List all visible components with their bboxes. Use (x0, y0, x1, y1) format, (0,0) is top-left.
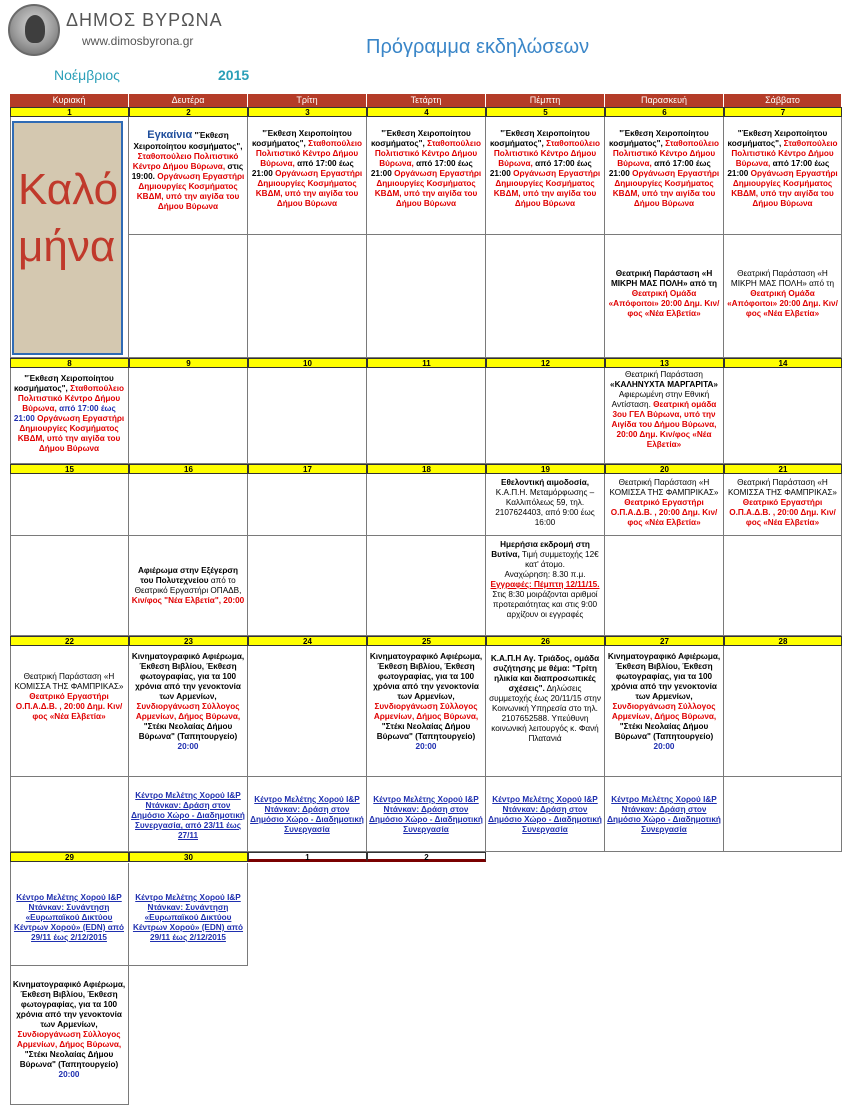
calendar-cell (724, 235, 842, 358)
event-title: Κινηματογραφικό Αφιέρωμα, Έκθεση Βιβλίου, Έκθεση φωτογραφίας, για τα 100 χρόνια από την γενοκτονία των Αρμενίων, (607, 652, 721, 701)
event-title: "Έκθεση Χειροποίητου κοσμήματος", (370, 129, 471, 148)
calendar-cell (605, 235, 724, 358)
event-organizer: Συνδιοργάνωση Σύλλογος Αρμενίων, Δήμος Βύρωνα, (611, 702, 717, 721)
calendar-cell (605, 536, 724, 636)
calendar-cell (605, 474, 724, 536)
event-title: Αφιέρωμα στην Εξέγερση του Πολυτεχνείου (137, 566, 239, 585)
calendar-cell (724, 536, 842, 636)
event-details: κατ' άτομο. (525, 560, 565, 569)
event-title: Θεατρική Παράσταση «Η ΜΙΚΡΗ ΜΑΣ ΠΟΛΗ» από τη (730, 269, 835, 288)
event-title: Ημερήσια εκδρομή στη Βυτίνα, (491, 540, 590, 559)
day-number: 12 (486, 358, 605, 368)
day-number: 21 (724, 464, 842, 474)
calendar-cell (605, 117, 724, 235)
day-number: 1 (248, 852, 367, 862)
logo-url[interactable]: www.dimosbyrona.gr (82, 34, 194, 48)
calendar-cell (129, 235, 248, 358)
event-details: υπό την Αιγίδα του Δήμου Βύρωνα, 20:00 Δημ. Κιν/φος «Νέα Ελβετία» (611, 410, 717, 449)
day-number: 5 (486, 107, 605, 117)
event-title: "Έκθεση Χειροποίητου κοσμήματος", (13, 374, 114, 393)
event-time: 20:00 (58, 1070, 80, 1079)
event-details: Δηλώσεις συμμετοχής έως 20/11/15 στην Κοινωνική Υπηρεσία στο τηλ. 2107652588. Υπεύθυνη κοινωνική λειτουργός κ. Φανή Πλατανιά (489, 684, 601, 743)
calendar-cell (486, 474, 605, 536)
day-number: 25 (367, 636, 486, 646)
calendar-cell (10, 966, 129, 1105)
event-title: Θεατρική Παράσταση «Η ΚΟΜΙΣΣΑ ΤΗΣ ΦΑΜΠΡΙΚΑΣ» (609, 478, 719, 497)
dance-event-link[interactable]: Κέντρο Μελέτης Χορού I&P Ντάνκαν: Δράση στον Δημόσιο Χώρο - Διαδημοτική Συνεργασία (607, 795, 721, 834)
event-time: από 17:00 έως 21:00 (727, 159, 830, 178)
event-details: Κιν/φος "Νέα Ελβετία", 20:00 (131, 596, 245, 605)
dance-event-link[interactable]: Κέντρο Μελέτης Χορού I&P Ντάνκαν: Δράση στον Δημόσιο Χώρο - Διαδημοτική Συνεργασία (369, 795, 483, 834)
event-details: Αφιερωμένη στην Εθνική Αντίσταση. (611, 390, 710, 409)
calendar-cell (248, 777, 367, 852)
event-place: Σταθοπούλειο Πολιτιστικό Κέντρο Δήμου Βύρωνα, (374, 139, 482, 168)
calendar-cell (129, 368, 248, 464)
edn-event-link[interactable]: Κέντρο Μελέτης Χορού I&P Ντάνκαν: Συνάντηση «Ευρωπαϊκού Δικτύου Κέντρων Χορού» (EDN) από 29/11 έως 2/12/2015 (132, 893, 244, 942)
calendar-cell (129, 536, 248, 636)
event-title: Κινηματογραφικό Αφιέρωμα, Έκθεση Βιβλίου, Έκθεση φωτογραφίας, για τα 100 χρόνια από την γενοκτονία των Αρμενίων, (369, 652, 483, 701)
calendar-cell (10, 777, 129, 852)
event-title: Κ.Α.Π.Η Αγ. Τριάδος, ομάδα συζήτησης με θέμα: "Τρίτη ηλικία και διαπροσωπικές σχέσεις". (490, 654, 600, 693)
event-organizer: Οργάνωση Εργαστήρι Δημιουργίες Κοσμήματος ΚΒΔΜ, υπό την αιγίδα του Δήμου Βύρωνα (255, 169, 363, 208)
calendar-cell (724, 474, 842, 536)
day-header-saturday: Σάββατο (724, 94, 842, 107)
day-number: 13 (605, 358, 724, 368)
calendar-cell (248, 368, 367, 464)
dance-event-link[interactable]: Κέντρο Μελέτης Χορού I&P Ντάνκαν: Δράση στον Δημόσιο Χώρο - Διαδημοτική Συνεργασία, από 23/11 έως 27/11 (131, 791, 245, 840)
calendar-cell (248, 474, 367, 536)
month-label: Νοέμβριος (54, 67, 120, 83)
day-header-tuesday: Τρίτη (248, 94, 367, 107)
calendar-cell (486, 536, 605, 636)
calendar-cell (248, 536, 367, 636)
day-number: 9 (129, 358, 248, 368)
calendar-cell (486, 235, 605, 358)
calendar-cell (724, 777, 842, 852)
event-time: Αναχώρηση: 8.30 π.μ. (504, 570, 586, 579)
day-number: 10 (248, 358, 367, 368)
calendar-cell (248, 646, 367, 777)
calendar-cell (724, 117, 842, 235)
calendar-cell (486, 117, 605, 235)
event-title: Θεατρική Παράσταση «Η ΚΟΜΙΣΣΑ ΤΗΣ ΦΑΜΠΡΙΚΑΣ» (728, 478, 837, 497)
day-number: 16 (129, 464, 248, 474)
day-number: 2 (129, 107, 248, 117)
day-number: 7 (724, 107, 842, 117)
calendar-cell (367, 646, 486, 777)
byron-portrait-icon (8, 4, 60, 56)
day-number: 26 (486, 636, 605, 646)
event-organizer: Θεατρική ομάδα 3ου ΓΕΛ Βύρωνα, (612, 400, 717, 419)
calendar-cell (367, 235, 486, 358)
calendar-cell (724, 368, 842, 464)
day-number: 29 (10, 852, 129, 862)
day-number: 20 (605, 464, 724, 474)
event-details: Θεατρικό Εργαστήρι Ο.Π.Α.Δ.Β. , 20:00 Δημ. Κιν/φος «Νέα Ελβετία» (15, 692, 123, 721)
event-time: 20:00 (653, 742, 675, 751)
event-organizer: Οργάνωση Εργαστήρι Δημιουργίες Κοσμήματος ΚΒΔΜ, υπό την αιγίδα του Δήμου Βύρωνα (17, 414, 125, 453)
event-time: από 17:00 έως 21:00 (251, 159, 354, 178)
calendar-cell (129, 117, 248, 235)
day-number: 14 (724, 358, 842, 368)
day-number: 11 (367, 358, 486, 368)
greeting-image: Καλό μήνα (12, 121, 123, 355)
calendar-cell (367, 117, 486, 235)
event-details: Θεατρική Ομάδα «Απόφοιτοι» 20:00 Δημ. Κιν/φος «Νέα Ελβετία» (727, 289, 838, 318)
edn-event-link[interactable]: Κέντρο Μελέτης Χορού I&P Ντάνκαν: Συνάντηση «Ευρωπαϊκού Δικτύου Κέντρων Χορού» (EDN) από 29/11 έως 2/12/2015 (13, 893, 125, 942)
day-number: 6 (605, 107, 724, 117)
event-details: Θεατρική Ομάδα «Απόφοιτοι» 20:00 Δημ. Κιν/φος «Νέα Ελβετία» (608, 289, 720, 318)
calendar-cell (129, 474, 248, 536)
calendar-cell (129, 777, 248, 852)
calendar-cell (724, 646, 842, 777)
day-number: 8 (10, 358, 129, 368)
event-details: Κ.Α.Π.Η. Μεταμόρφωσης – Καλλιπόλεως 59, τηλ. 2107624403, από 9:00 έως 16:00 (495, 488, 595, 527)
event-place: Σταθοπούλειο Πολιτιστικό Κέντρο Δήμου Βύρωνα, (731, 139, 838, 168)
event-title: "Έκθεση Χειροποίητου κοσμήματος", (727, 129, 828, 148)
event-place: Σταθοπούλειο Πολιτιστικό Κέντρο Δήμου Βύρωνα, (493, 139, 601, 168)
event-title: "Έκθεση Χειροποίητου κοσμήματος", (251, 129, 352, 148)
event-details: από το Θεατρικό Εργαστήρι ΟΠΑΔΒ, (134, 576, 242, 595)
calendar-cell (10, 368, 129, 464)
day-number: 19 (486, 464, 605, 474)
event-organizer: Οργάνωση Εργαστήρι Δημιουργίες Κοσμήματος ΚΒΔΜ, υπό την αιγίδα του Δήμου Βύρωνα (374, 169, 482, 208)
event-title: "Έκθεση Χειροποίητου κοσμήματος", (608, 129, 709, 148)
event-organizer: Συνδιοργάνωση Σύλλογος Αρμενίων, Δήμος Βύρωνα, (135, 702, 241, 721)
calendar-cell (486, 368, 605, 464)
day-number: 2 (367, 852, 486, 862)
municipality-logo (8, 4, 238, 58)
dance-event-link[interactable]: Κέντρο Μελέτης Χορού I&P Ντάνκαν: Δράση στον Δημόσιο Χώρο - Διαδημοτική Συνεργασία (250, 795, 364, 834)
page-title: Πρόγραμμα εκδηλώσεων (366, 36, 590, 58)
event-organizer: Οργάνωση Εργαστήρι Δημιουργίες Κοσμήματος ΚΒΔΜ, υπό την αιγίδα του Δήμου Βύρωνα (493, 169, 601, 208)
event-title: "Έκθεση Χειροποίητου κοσμήματος", (133, 131, 243, 152)
page-header (0, 0, 850, 92)
logo-name: ΔΗΜΟΣ ΒΥΡΩΝΑ (66, 10, 223, 30)
day-number: 3 (248, 107, 367, 117)
event-place: Σταθοπούλειο Πολιτιστικό Κέντρο Δήμου Βύρωνα, (612, 139, 720, 168)
event-time: 20:00 (177, 742, 199, 751)
calendar-cell (367, 777, 486, 852)
event-organizer: Οργάνωση Εργαστήρι Δημιουργίες Κοσμήματος ΚΒΔΜ, υπό την αιγίδα του Δήμου Βύρωνα (612, 169, 720, 208)
calendar-cell (605, 777, 724, 852)
day-number: 27 (605, 636, 724, 646)
event-title: Κινηματογραφικό Αφιέρωμα, Έκθεση Βιβλίου, Έκθεση φωτογραφίας, για τα 100 χρόνια από την γενοκτονία των Αρμενίων, (131, 652, 245, 701)
event-place: Σταθοπούλειο Πολιτιστικό Κέντρο Δήμου Βύρωνα, (255, 139, 363, 168)
event-title: Κινηματογραφικό Αφιέρωμα, Έκθεση Βιβλίου, Έκθεση φωτογραφίας, για τα 100 χρόνια από την γενοκτονία των Αρμενίων, (12, 980, 126, 1029)
calendar-cell (10, 474, 129, 536)
calendar-cell (129, 646, 248, 777)
event-place: "Στέκι Νεολαίας Δήμου Βύρωνα" (Ταπητουργείο) (376, 722, 476, 741)
calendar-cell (129, 863, 248, 966)
event-time: από 17:00 έως 21:00 (13, 404, 116, 423)
year-label: 2015 (218, 67, 250, 83)
event-title: "Έκθεση Χειροποίητου κοσμήματος", (489, 129, 590, 148)
event-place: "Στέκι Νεολαίας Δήμου Βύρωνα" (Ταπητουργείο) (19, 1050, 119, 1069)
day-number: 1 (10, 107, 129, 117)
day-number: 15 (10, 464, 129, 474)
event-place: "Στέκι Νεολαίας Δήμου Βύρωνα" (Ταπητουργείο) (614, 722, 714, 741)
calendar-cell (605, 646, 724, 777)
event-organizer: Οργάνωση Εργαστήρι Δημιουργίες Κοσμήματος ΚΒΔΜ, υπό την αιγίδα του Δήμου Βύρωνα (731, 169, 838, 208)
day-header-monday: Δευτέρα (129, 94, 248, 107)
day-number: 18 (367, 464, 486, 474)
event-time: στις 19:00. (131, 162, 244, 182)
calendar-cell (486, 777, 605, 852)
calendar-cell (367, 474, 486, 536)
event-organizer: Συνδιοργάνωση Σύλλογος Αρμενίων, Δήμος Βύρωνα, (16, 1030, 122, 1049)
event-place: Σταθοπούλειο Πολιτιστικό Κέντρο Δήμου Βύρωνα, (132, 152, 239, 172)
calendar-cell (367, 536, 486, 636)
day-number: 22 (10, 636, 129, 646)
calendar-cell (486, 646, 605, 777)
event-title: «ΚΑΛΗΝΥΧΤΑ ΜΑΡΓΑΡΙΤΑ» (610, 380, 718, 389)
day-number: 24 (248, 636, 367, 646)
day-number: 28 (724, 636, 842, 646)
event-details: Τιμή συμμετοχής 12€ (521, 550, 599, 559)
event-details: Στις 8:30 μοιράζονται αριθμοί προτεραιότητας και στις 9:00 αρχίζουν οι εγγραφές (492, 590, 598, 619)
day-number: 17 (248, 464, 367, 474)
day-header-friday: Παρασκευή (605, 94, 724, 107)
day-header-sunday: Κυριακή (10, 94, 129, 107)
day-number: 30 (129, 852, 248, 862)
calendar-cell (367, 368, 486, 464)
calendar-cell (248, 235, 367, 358)
event-title: Εθελοντική αιμοδοσία, (500, 478, 590, 487)
day-header-wednesday: Τετάρτη (367, 94, 486, 107)
opening-label: Εγκαίνια (147, 129, 193, 141)
event-details: Θεατρικό Εργαστήρι Ο.Π.Α.Δ.Β. , 20:00 Δημ. Κιν/φος «Νέα Ελβετία» (610, 498, 718, 527)
day-number: 23 (129, 636, 248, 646)
event-organizer: Οργάνωση Εργαστήρι Δημιουργίες Κοσμήματος ΚΒΔΜ, υπό την αιγίδα του Δήμου Βύρωνα (136, 172, 245, 212)
event-title: Θεατρική Παράσταση «Η ΚΟΜΙΣΣΑ ΤΗΣ ΦΑΜΠΡΙΚΑΣ» (14, 672, 124, 691)
calendar-cell (605, 368, 724, 464)
calendar-cell (248, 117, 367, 235)
day-number: 4 (367, 107, 486, 117)
dance-event-link[interactable]: Κέντρο Μελέτης Χορού I&P Ντάνκαν: Δράση στον Δημόσιο Χώρο - Διαδημοτική Συνεργασία (488, 795, 602, 834)
event-organizer: Συνδιοργάνωση Σύλλογος Αρμενίων, Δήμος Βύρωνα, (373, 702, 479, 721)
calendar-cell (10, 536, 129, 636)
calendar-cell (10, 646, 129, 777)
event-place: "Στέκι Νεολαίας Δήμου Βύρωνα" (Ταπητουργείο) (138, 722, 238, 741)
event-time: 20:00 (415, 742, 437, 751)
day-header-thursday: Πέμπτη (486, 94, 605, 107)
event-time: από 17:00 έως 21:00 (489, 159, 592, 178)
calendar-cell (10, 863, 129, 966)
event-title: Θεατρική Παράσταση «Η ΜΙΚΡΗ ΜΑΣ ΠΟΛΗ» από τη (610, 269, 718, 288)
event-time: από 17:00 έως 21:00 (370, 159, 473, 178)
event-details: Θεατρικό Εργαστήρι Ο.Π.Α.Δ.Β. , 20:00 Δημ. Κιν/φος «Νέα Ελβετία» (729, 498, 836, 527)
event-title: Θεατρική Παράσταση (625, 370, 703, 379)
registration-link[interactable]: Εγγραφές: Πέμπτη 12/11/15. (490, 580, 600, 589)
event-place: Σταθοπούλειο Πολιτιστικό Κέντρο Δήμου Βύρωνα, (17, 384, 125, 413)
event-time: από 17:00 έως 21:00 (608, 159, 711, 178)
